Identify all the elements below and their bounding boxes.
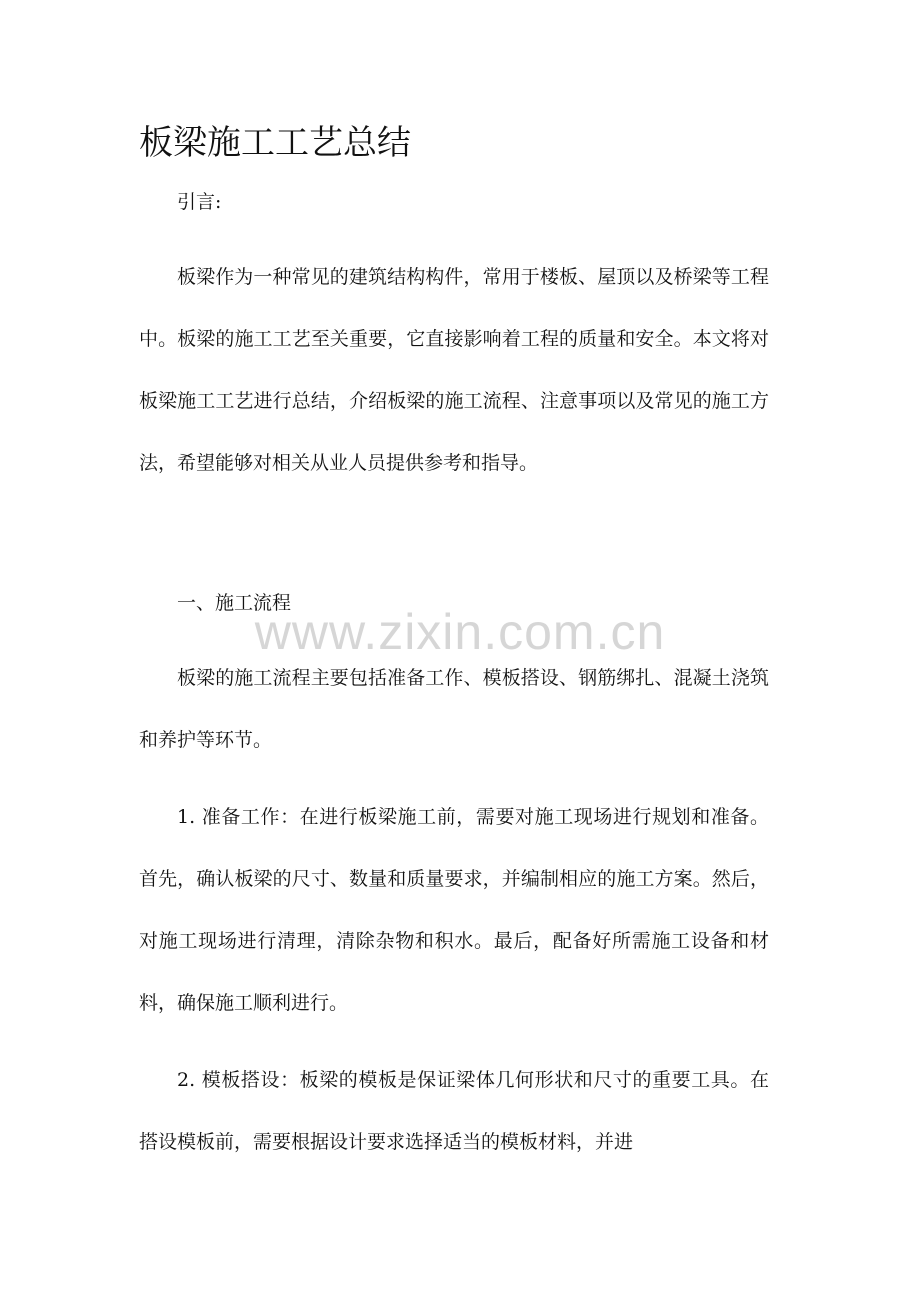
document-title: 板梁施工工艺总结 xyxy=(139,123,411,163)
watermark: www.zixin.com.cn xyxy=(254,604,666,660)
intro-label: 引言: xyxy=(177,191,222,213)
step-preparation-paragraph: 1. 准备工作：在进行板梁施工前，需要对施工现场进行规划和准备。首先，确认板梁的尺寸、数量和质量要求，并编制相应的施工方案。然后，对施工现场进行清理，清除杂物和积水。最后，配备好所需施工设备和材料，确保施工顺利进行。 xyxy=(139,806,769,1014)
section-heading-construction-process: 一、施工流程 xyxy=(177,592,292,614)
step-formwork-paragraph: 2. 模板搭设：板梁的模板是保证梁体几何形状和尺寸的重要工具。在搭设模板前，需要根据设计要求选择适当的模板材料，并进 xyxy=(139,1069,769,1153)
construction-process-paragraph: 板梁的施工流程主要包括准备工作、模板搭设、钢筋绑扎、混凝土浇筑和养护等环节。 xyxy=(139,667,769,751)
intro-paragraph: 板梁作为一种常见的建筑结构构件，常用于楼板、屋顶以及桥梁等工程中。板梁的施工工艺至关重要，它直接影响着工程的质量和安全。本文将对板梁施工工艺进行总结，介绍板梁的施工流程、注意事项以及常见的施工方法，希望能够对相关从业人员提供参考和指导。 xyxy=(139,266,769,474)
